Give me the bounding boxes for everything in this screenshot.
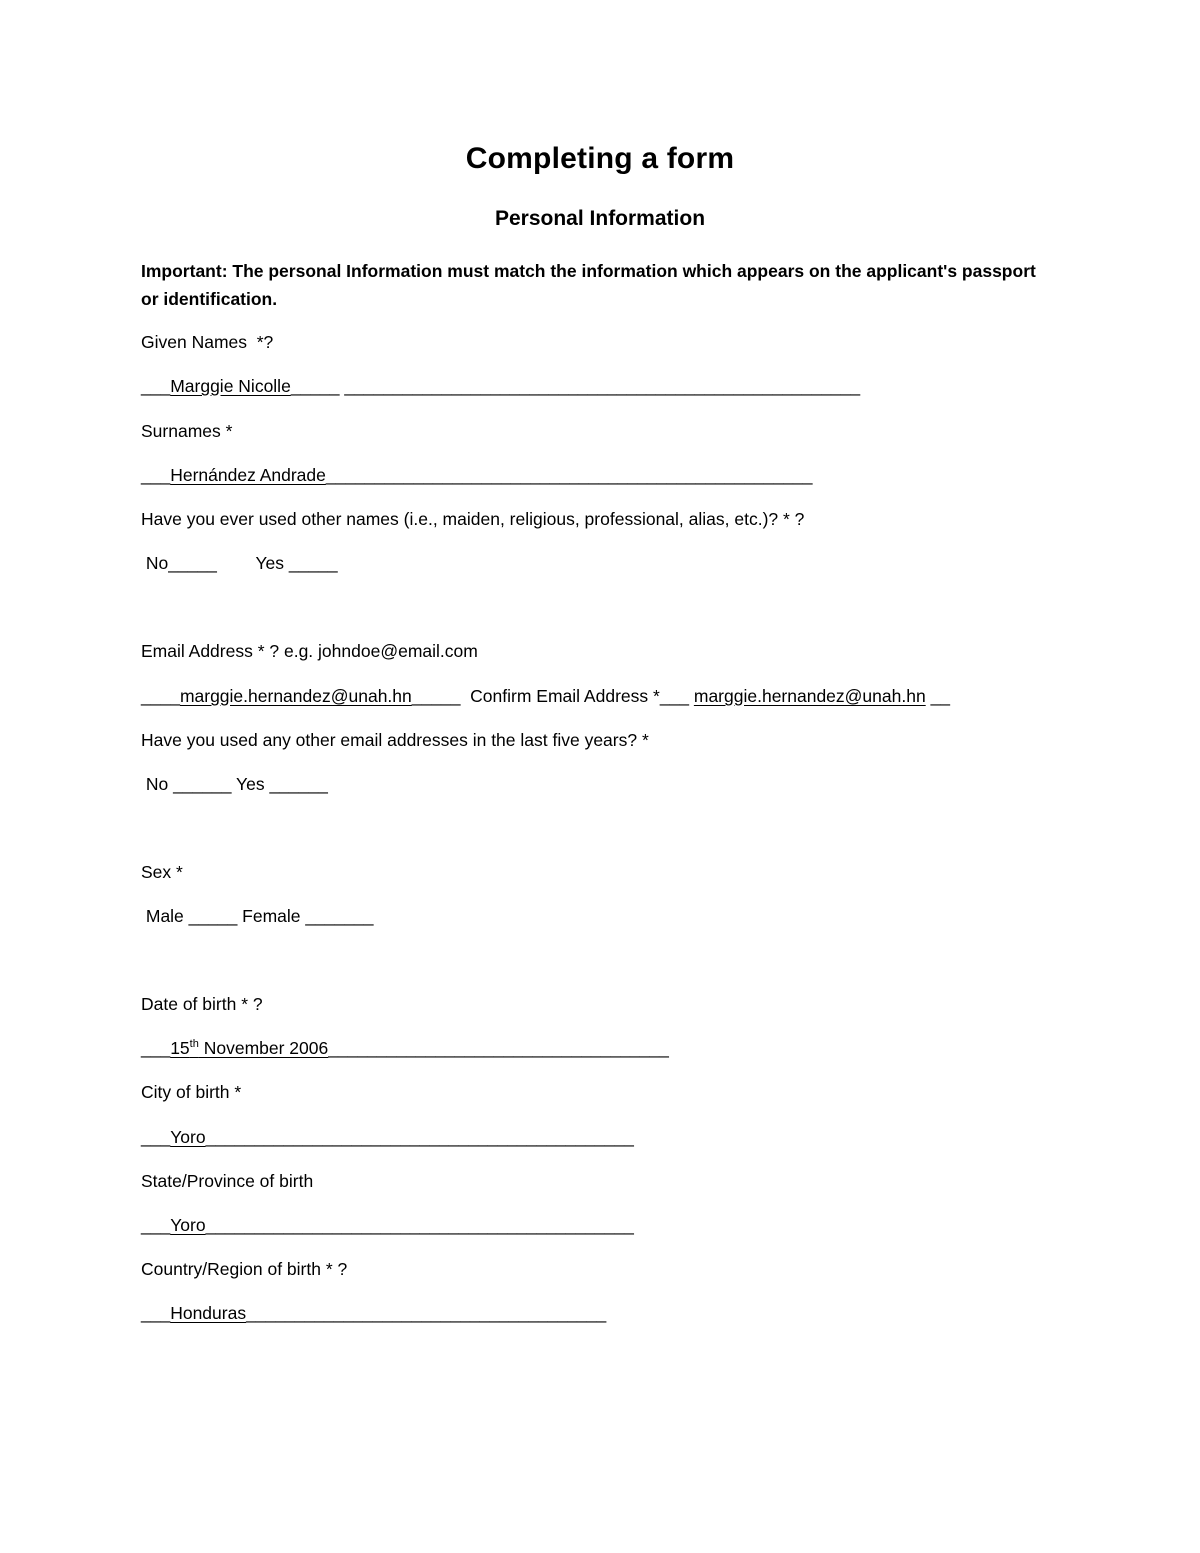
- email-suffix: _____: [411, 686, 461, 706]
- date-of-birth-value[interactable]: [170, 1038, 328, 1058]
- email-label: Email Address * ? e.g. johndoe@email.com: [141, 641, 478, 661]
- important-notice: [141, 257, 1051, 313]
- surnames-suffix: __________________________________________________: [325, 465, 813, 485]
- email-prefix: ____: [141, 686, 180, 706]
- surnames-field[interactable]: [141, 464, 813, 486]
- other-emails-options[interactable]: No ______ Yes ______: [141, 774, 328, 794]
- given-names-label: Given Names *?: [141, 332, 274, 352]
- state-of-birth-suffix: ____________________________________________: [205, 1215, 634, 1235]
- confirm-email-label: Confirm Email Address *: [460, 686, 660, 706]
- important-label: Important:: [141, 261, 228, 281]
- city-of-birth-prefix: ___: [141, 1127, 171, 1147]
- state-of-birth-label: State/Province of birth: [141, 1171, 314, 1191]
- surnames-label: Surnames *: [141, 421, 233, 441]
- date-of-birth-day: 15: [170, 1038, 190, 1058]
- city-of-birth-suffix: ____________________________________________: [205, 1127, 634, 1147]
- given-names-field[interactable]: [141, 375, 860, 397]
- important-text: The personal Information must match the information which appears on the applicant's passport or identification.: [141, 261, 1036, 309]
- state-of-birth-value[interactable]: Yoro: [170, 1215, 206, 1235]
- country-of-birth-value[interactable]: Honduras: [170, 1303, 247, 1323]
- date-of-birth-field[interactable]: [141, 1037, 669, 1059]
- date-of-birth-day-suffix: th: [189, 1038, 199, 1050]
- country-of-birth-field[interactable]: [141, 1302, 606, 1324]
- surnames-value[interactable]: Hernández Andrade: [170, 465, 326, 485]
- confirm-email-value[interactable]: marggie.hernandez@unah.hn: [693, 686, 926, 706]
- given-names-prefix: ___: [141, 376, 171, 396]
- date-of-birth-prefix: ___: [141, 1038, 171, 1058]
- country-of-birth-suffix: _____________________________________: [246, 1303, 607, 1323]
- city-of-birth-label: City of birth *: [141, 1082, 242, 1102]
- date-of-birth-label: Date of birth * ?: [141, 994, 263, 1014]
- email-field-row[interactable]: [141, 685, 950, 707]
- date-of-birth-month-year: November 2006: [198, 1038, 329, 1058]
- section-title: Personal Information: [494, 207, 706, 230]
- given-names-value[interactable]: Marggie Nicolle: [170, 376, 291, 396]
- confirm-email-suffix: __: [925, 686, 951, 706]
- confirm-email-prefix: ___: [659, 686, 694, 706]
- country-of-birth-label: Country/Region of birth * ?: [141, 1259, 348, 1279]
- state-of-birth-field[interactable]: [141, 1214, 634, 1236]
- country-of-birth-prefix: ___: [141, 1303, 171, 1323]
- email-value[interactable]: marggie.hernandez@unah.hn: [179, 686, 412, 706]
- city-of-birth-field[interactable]: [141, 1126, 634, 1148]
- state-of-birth-prefix: ___: [141, 1215, 171, 1235]
- other-names-label: Have you ever used other names (i.e., maiden, religious, professional, alias, etc.)? * ?: [141, 509, 805, 529]
- other-emails-label: Have you used any other email addresses in the last five years? *: [141, 730, 649, 750]
- sex-options[interactable]: Male _____ Female _______: [141, 906, 374, 926]
- surnames-prefix: ___: [141, 465, 171, 485]
- date-of-birth-suffix: ___________________________________: [328, 1038, 669, 1058]
- document-title: Completing a form: [465, 142, 735, 175]
- other-names-options[interactable]: No_____ Yes _____: [141, 553, 338, 573]
- given-names-suffix: _____ _____________________________________________________: [290, 376, 861, 396]
- city-of-birth-value[interactable]: Yoro: [170, 1127, 206, 1147]
- sex-label: Sex *: [141, 862, 183, 882]
